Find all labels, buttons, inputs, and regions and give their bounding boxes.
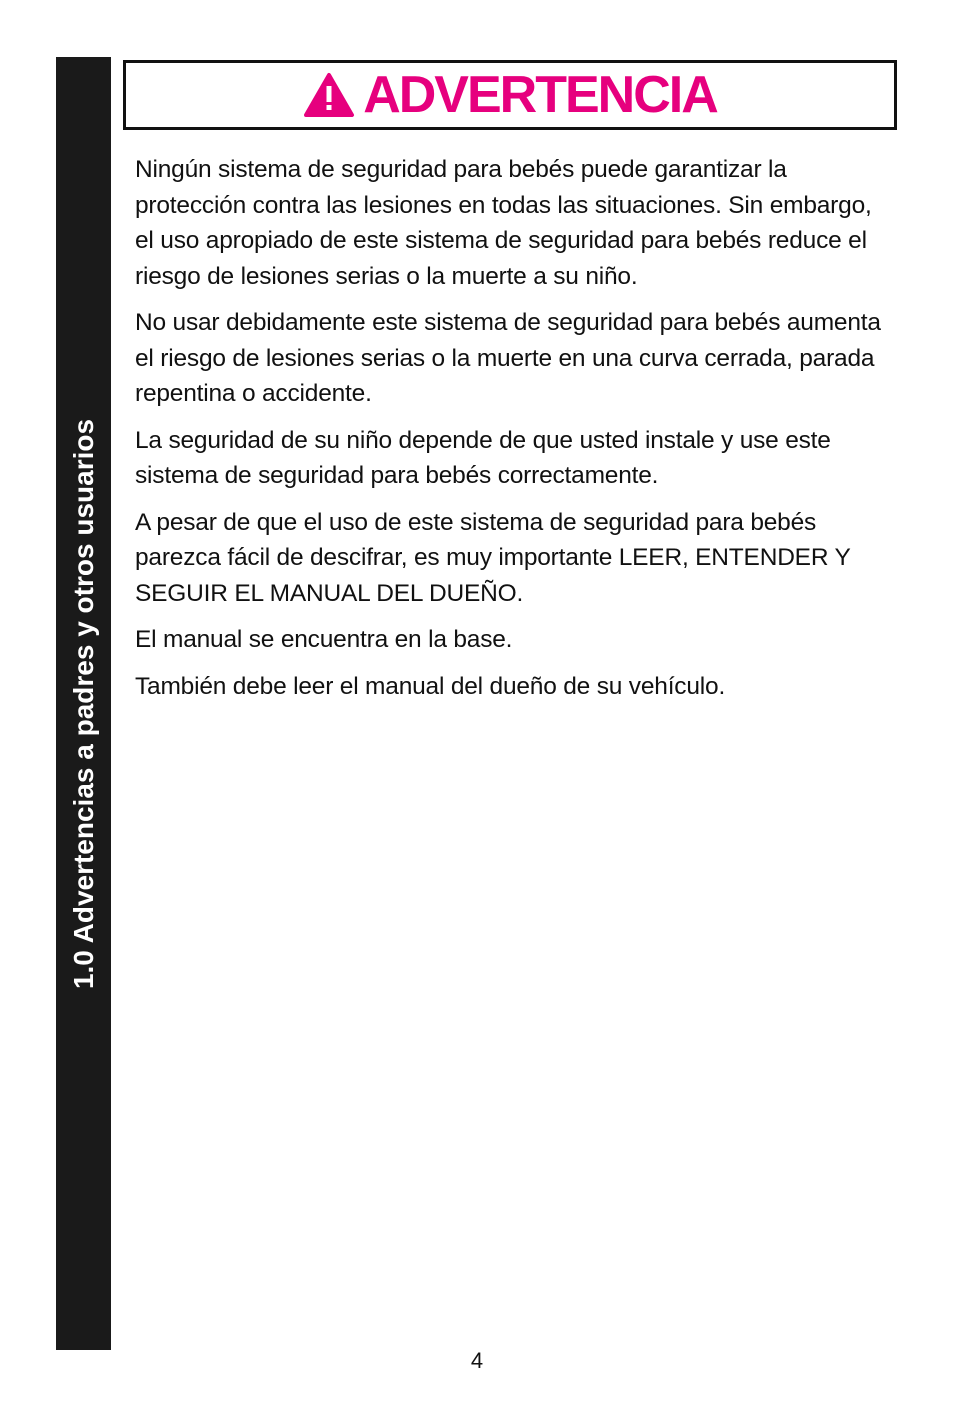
section-side-tab xyxy=(56,57,111,1350)
paragraph: Ningún sistema de seguridad para bebés puede garantizar la protección contra las lesiones en todas las situaciones. Sin embargo, el uso apropiado de este sistema de seguridad para bebés reduce el riesgo de lesiones serias o la muerte a su niño. xyxy=(135,156,872,290)
warning-body xyxy=(135,152,895,715)
paragraph: También debe leer el manual del dueño de su vehículo. xyxy=(135,672,726,700)
page-number: 4 xyxy=(470,1348,484,1373)
warning-title: ADVERTENCIA xyxy=(363,66,717,124)
warning-triangle-icon xyxy=(303,72,355,118)
paragraph: A pesar de que el uso de este sistema de seguridad para bebés parezca fácil de descifrar, es muy importante LEER, ENTENDER Y SEGUIR EL MANUAL DEL DUEÑO. xyxy=(135,508,851,607)
paragraph: El manual se encuentra en la base. xyxy=(135,626,513,653)
warning-banner xyxy=(123,60,897,130)
paragraph: La seguridad de su niño depende de que usted instale y use este sistema de seguridad para bebés correctamente. xyxy=(135,426,831,489)
paragraph: No usar debidamente este sistema de seguridad para bebés aumenta el riesgo de lesiones serias o la muerte en una curva cerrada, parada repentina o accidente. xyxy=(135,309,881,407)
section-title: 1.0 Advertencias a padres y otros usuarios xyxy=(67,418,99,989)
